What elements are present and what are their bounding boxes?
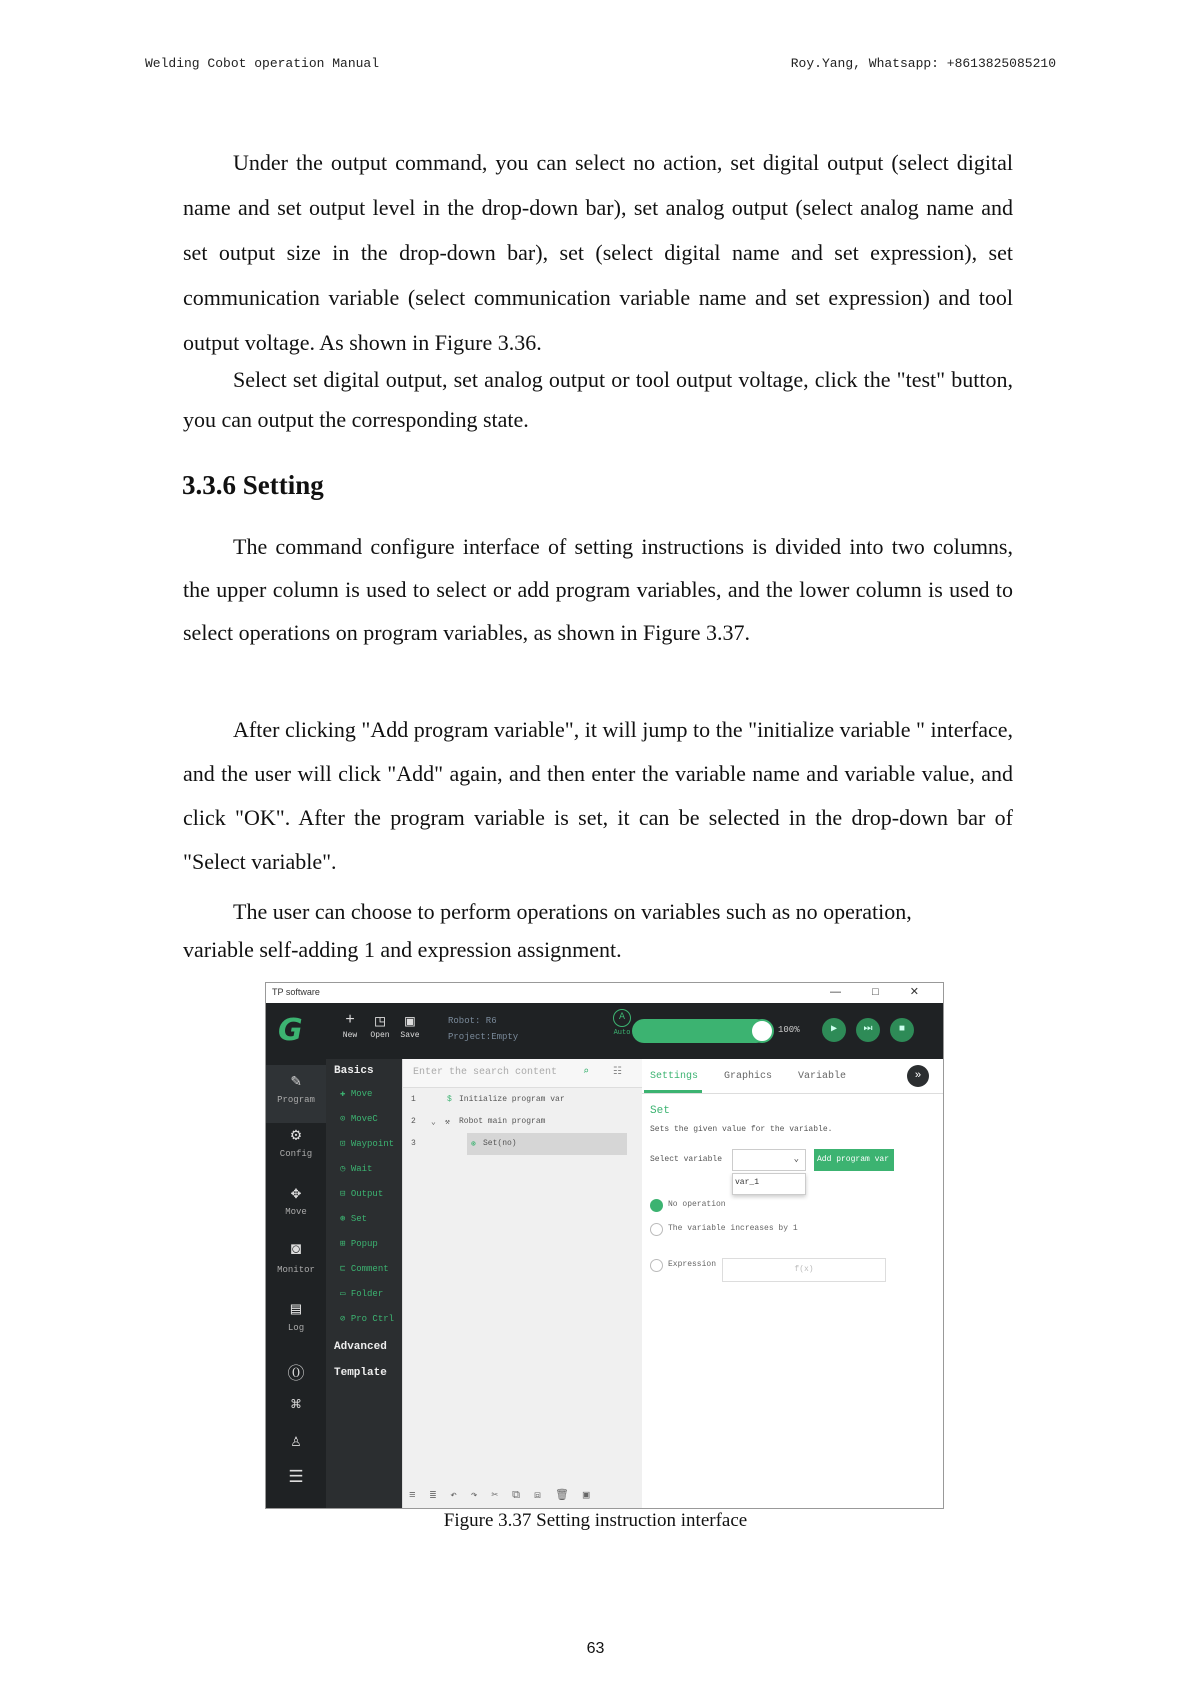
program-toolbar[interactable]: ≡≣↶↷✂⧉⧈🗑▣ [409,1490,604,1502]
apps-button[interactable] [266,1395,326,1419]
robot-arm-icon: ⚙ [290,1127,302,1146]
cmd-label: Move [350,1089,373,1099]
left-nav [266,1059,326,1508]
expand-button[interactable]: » [907,1065,929,1087]
help-button[interactable] [266,1359,326,1383]
cmd-waypoint[interactable] [340,1139,394,1149]
robot-info [448,1013,518,1045]
folder-icon: ▭ [340,1289,351,1299]
select-variable-dropdown[interactable] [732,1149,806,1171]
log-icon: ▤ [290,1301,302,1320]
program-tree-panel [402,1059,643,1508]
paragraph-operations [183,893,923,969]
cmd-label: Set [350,1214,368,1224]
window-controls[interactable]: — □ ✕ [830,986,933,998]
list-icon[interactable]: ☷ [613,1067,622,1078]
save-label: Save [400,1031,420,1040]
paragraph-text: Under the output command, you can select no action, set digital output (select digital name and set output level in the drop-down bar), set analog output (select analog name and set output size in the drop-down bar), set (select digital name and set expression), set communication variable (select communication variable name and set expression) and tool output voltage. As shown in Figure 3.36. [183,150,1013,355]
search-input[interactable]: Enter the search content [413,1067,558,1078]
settings-panel [642,1059,943,1508]
save-button[interactable] [396,1011,424,1040]
paragraph-text: The user can choose to perform operations on variables such as no operation, variable self-adding 1 and expression assignment. [183,899,912,962]
output-icon: ⊟ [340,1189,351,1199]
nav-program[interactable] [266,1065,326,1123]
panel-title: Set [650,1105,670,1117]
radio-no-operation[interactable] [650,1199,663,1212]
new-label: New [342,1031,358,1040]
nav-label: Monitor [277,1265,315,1275]
tree-row-selected[interactable] [403,1133,643,1155]
cmd-move[interactable] [340,1089,372,1099]
waypoint-icon: ⊡ [340,1139,351,1149]
cmd-comment[interactable] [340,1264,389,1274]
chevron-down-icon[interactable]: ⌄ [431,1118,436,1127]
folder-open-icon: ◳ [375,1013,385,1031]
section-basics[interactable]: Basics [334,1065,374,1077]
cmd-set[interactable] [340,1214,367,1224]
tab-variable[interactable]: Variable [798,1071,847,1082]
cmd-folder[interactable] [340,1289,383,1299]
paragraph-output-command [183,140,1013,365]
add-program-var-button[interactable]: Add program var [814,1149,894,1171]
pencil-icon: ✎ [290,1073,302,1092]
paragraph-add-variable [183,708,1013,884]
radio-label: No operation [668,1200,726,1209]
move-icon: ✥ [290,1185,302,1204]
cmd-pro-ctrl[interactable] [340,1314,394,1324]
hamburger-icon: ☰ [288,1469,304,1488]
command-list [326,1059,402,1508]
nav-label: Move [285,1207,307,1217]
tree-row[interactable] [403,1111,643,1133]
robot-icon: ⚒ [445,1118,450,1127]
radio-expression[interactable] [650,1259,663,1272]
popup-icon: ⊞ [340,1239,351,1249]
cmd-output[interactable] [340,1189,383,1199]
row-number: 2 [411,1117,416,1126]
cmd-wait[interactable] [340,1164,372,1174]
cmd-movec[interactable] [340,1114,378,1124]
tab-bar [642,1059,943,1094]
figure-screenshot [265,982,944,1509]
nav-move[interactable] [266,1183,326,1217]
paragraph-text: After clicking "Add program variable", it will jump to the "initialize variable " interface, and the user will click "Add" again, and then enter the variable name and variable value, and click "OK". After the program variable is set, it can be selected in the drop-down bar of "Select variable". [183,717,1013,874]
running-header-left: Welding Cobot operation Manual [145,56,380,71]
command-icon: ⌘ [290,1397,302,1416]
set-icon: ⊛ [340,1214,351,1224]
pro-ctrl-icon: ⊘ [340,1314,351,1324]
nav-config[interactable] [266,1125,326,1159]
active-tab-indicator [644,1090,702,1093]
speed-slider[interactable] [632,1019,768,1043]
user-icon: ♙ [290,1433,302,1452]
page-number: 63 [586,1640,605,1657]
tree-row[interactable] [403,1089,643,1111]
row-text: Robot main program [459,1117,546,1126]
panel-description: Sets the given value for the variable. [650,1125,833,1134]
move-cmd-icon: ✚ [340,1089,351,1099]
user-button[interactable] [266,1431,326,1455]
search-icon[interactable]: ⌕ [583,1067,590,1078]
cmd-label: Folder [350,1289,384,1299]
nav-label: Config [279,1149,313,1159]
radio-increase[interactable] [650,1223,663,1236]
paragraph-text: Select set digital output, set analog output or tool output voltage, click the "test" button, you can output the corresponding state. [183,367,1013,432]
open-label: Open [370,1031,390,1040]
window-title: TP software [272,987,320,997]
dropdown-option[interactable] [732,1173,806,1195]
monitor-icon: ◙ [290,1241,302,1260]
cmd-label: Waypoint [350,1139,395,1149]
cmd-label: Pro Ctrl [350,1314,395,1324]
chevron-down-icon: ⌄ [793,1154,799,1164]
auto-icon: A [613,1009,631,1027]
row-number: 1 [411,1095,416,1104]
search-bar[interactable] [403,1059,643,1088]
movec-icon: ⊙ [340,1114,351,1124]
running-header-right: Roy.Yang, Whatsapp: +8613825085210 [790,56,1056,71]
row-text: Initialize program var [459,1095,565,1104]
tab-settings[interactable]: Settings [650,1071,699,1082]
figure-caption: Figure 3.37 Setting instruction interface [443,1510,748,1531]
app-logo: G [278,1013,303,1048]
cmd-label: Comment [350,1264,389,1274]
nav-label: Log [287,1323,305,1333]
step-button[interactable]: ⏭ [856,1018,880,1042]
section-advanced[interactable]: Advanced [334,1341,387,1353]
paragraph-test-button [183,360,1013,440]
robot-label: Robot: R6 [448,1016,497,1026]
row-text: Set(no) [483,1139,517,1148]
option-text: var_1 [735,1178,760,1187]
section-heading: 3.3.6 Setting [182,470,324,500]
play-button[interactable]: ▶ [822,1018,846,1042]
cmd-label: MoveC [350,1114,378,1124]
plus-icon: + [345,1011,355,1029]
row-number: 3 [411,1139,416,1148]
cmd-label: Popup [350,1239,378,1249]
menu-button[interactable] [266,1467,326,1491]
paragraph-text: The command configure interface of setting instructions is divided into two columns, the upper column is used to select or add program variables, and the lower column is used to select operations on program variables, as shown in Figure 3.37. [183,534,1013,645]
expression-input[interactable]: f(x) [722,1258,886,1282]
project-label: Project:Empty [448,1032,519,1042]
open-button[interactable] [366,1011,394,1040]
auto-label: Auto [613,1029,631,1037]
nav-label: Program [277,1095,315,1105]
speed-value: 100% [778,1025,800,1035]
tab-graphics[interactable]: Graphics [724,1071,773,1082]
paragraph-setting-intro [183,525,1013,654]
section-template[interactable]: Template [334,1367,387,1379]
comment-icon: ⊏ [340,1264,351,1274]
radio-label: The variable increases by 1 [668,1224,798,1233]
nav-log[interactable] [266,1299,326,1333]
set-icon: ⊛ [471,1140,476,1149]
speed-slider-handle[interactable] [750,1019,774,1043]
help-icon: ⓪ [287,1366,305,1385]
window-titlebar [266,983,943,1003]
stop-button[interactable]: ■ [890,1018,914,1042]
cmd-popup[interactable] [340,1239,378,1249]
save-icon: ▣ [405,1013,415,1031]
clock-icon: ◷ [340,1164,351,1174]
select-variable-label: Select variable [650,1155,723,1164]
cmd-label: Wait [350,1164,373,1174]
cmd-label: Output [350,1189,384,1199]
new-button[interactable] [336,1011,364,1040]
nav-monitor[interactable] [266,1241,326,1275]
variable-icon: $ [447,1095,452,1104]
top-toolbar [266,1003,943,1059]
radio-label: Expression [668,1260,717,1269]
